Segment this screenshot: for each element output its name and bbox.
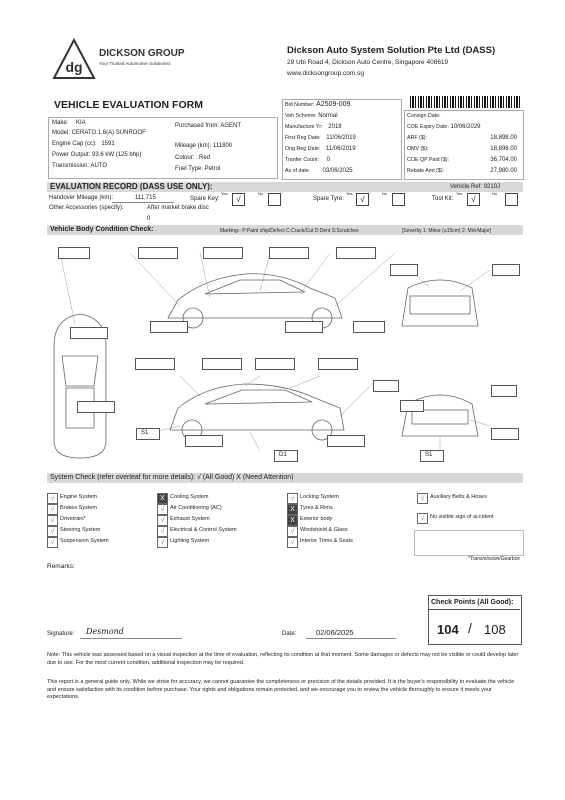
power-row: Power Output: 93.6 kW (125 bhp) [52,152,142,158]
bid-row: Bid Number: A2509-009 [285,101,351,108]
system-check-checkbox[interactable]: √ [47,515,58,526]
coe-exp-row: COE Expiry Date: 10/06/2029 [407,124,481,130]
system-check-label: Lighting System [170,538,210,544]
system-check-checkbox[interactable]: √ [157,504,168,515]
svg-text:dg: dg [65,59,83,75]
system-check-label: Suspension System [60,538,109,544]
system-check-label: Cooling System [170,494,209,500]
checkpoints-label: Check Points (All Good): [431,599,514,606]
system-check-checkbox[interactable]: √ [417,493,428,504]
system-check-label: Auxiliary Belts & Hoses [430,494,487,500]
mark-box[interactable] [373,380,399,392]
date-value: 02/06/2025 [316,628,354,637]
mark-box[interactable] [150,321,188,333]
system-check-checkbox[interactable]: √ [417,513,428,524]
barcode [410,96,520,108]
handover-label: Handover Mileage (km): [49,195,114,201]
vehicle-ref: Vehicle Ref: 9210J [450,184,501,190]
checkpoints-total: 108 [484,622,506,637]
spare-key-no-checkbox[interactable] [268,193,281,206]
system-check-checkbox[interactable]: X [157,493,168,504]
body-check-marking: Marking:- P:Paint chip/Defect C:Crack/Cut D:Dent S:Scratches [220,228,359,234]
body-check-title: Vehicle Body Condition Check: [50,226,154,233]
orig-reg-row: Orig Reg Date: 11/06/2019 [285,146,356,152]
spare-tyre-yes-checkbox[interactable]: √ [356,193,369,206]
system-check-label: Air Conditioning (AC) [170,505,222,511]
company-website: www.dicksongroup.com.sg [287,70,364,77]
system-check-checkbox[interactable]: X [287,515,298,526]
other-acc-label: Other Accessories (specify): [49,205,124,211]
body-check-severity: [Severity 1: Minor (≤15cm) 2: Mid-Major] [402,228,492,234]
mark-box[interactable] [336,247,376,259]
mark-box[interactable] [203,247,243,259]
coe-qp-row: COE QP Paid ($): 36,704.00 [407,157,517,163]
disclaimer-text: This report is a general guide only. While we strive for accuracy, we cannot guarantee the completeness or precision of the details provided. It is the buyer's responsibility to evaluate the vehicle and ensure satisfaction with its condition before purchase. Your rights and obligations remain protected, and we encourage you to review the vehicle thoroughly to ensure it meets your expectations. [47,679,515,700]
tool-kit-yes-checkbox[interactable]: √ [467,193,480,206]
system-check-checkbox[interactable]: √ [157,537,168,548]
veh-scheme-row: Veh Scheme: Normal [285,113,338,119]
remarks-label: Remarks: [47,563,75,570]
mark-box[interactable] [269,247,309,259]
tool-kit-no-checkbox[interactable] [505,193,518,206]
fuel-row: Fuel Type: Petrol [175,166,221,172]
system-check-checkbox[interactable]: √ [47,493,58,504]
system-check-checkbox[interactable]: √ [157,526,168,537]
first-reg-row: First Reg Date: 11/06/2019 [285,135,356,141]
system-check-checkbox[interactable]: √ [287,537,298,548]
transfer-row: Tranfer Count: 0 [285,157,330,163]
colour-row: Colour: Red [175,155,211,161]
mark-box[interactable] [77,401,115,413]
system-check-label: Interior Trims & Seats [300,538,353,544]
spare-tyre-label: Spare Tyre: [313,196,344,202]
spare-tyre-no-label: No [382,191,388,196]
accident-notes-box[interactable] [414,530,524,556]
logo-name: DICKSON GROUP [99,48,185,59]
spare-key-no-label: No [258,191,264,196]
other-acc-value: After market brake disc [147,205,209,211]
system-check-title: System Check (refer overleaf for more details): √ (All Good) X (Need Attention) [50,474,294,481]
form-title: VEHICLE EVALUATION FORM [54,99,203,111]
system-check-label: Exterior body [300,516,333,522]
mark-box[interactable] [318,358,358,370]
mileage-row: Mileage (km): 111800 [175,143,233,149]
mark-box[interactable] [285,321,323,333]
omv-row: OMV ($): 18,898.00 [407,146,517,152]
system-check-label: Brakes System [60,505,97,511]
tool-kit-yes-label: Yes [456,191,463,196]
mark-box[interactable] [135,358,175,370]
car-diagrams [30,236,530,461]
note-text: Note: This vehicle was assessed based on a visual inspection at the time of evaluation, reflecting its condition at that moment. Some damages or defects may not be visible or could develop later due to use. For the most current condition, additional inspection may be required. [47,652,519,666]
make-row: Make: KIA [52,120,86,126]
company-address: 29 Ubi Road 4, Dickson Auto Centre, Singapore 408619 [287,59,449,66]
system-check-label: Exhaust System [170,516,210,522]
eval-record-title: EVALUATION RECORD (DASS USE ONLY): [50,182,213,191]
rebate-row: Rebate Amt ($): 27,980.00 [407,168,517,174]
system-check-checkbox[interactable]: √ [287,526,298,537]
mark-box[interactable] [255,358,295,370]
mark-box[interactable] [138,247,178,259]
consign-row: Consign Date: [407,113,441,119]
system-check-label: Engine System [60,494,97,500]
system-check-label: No visible sign of accident [430,514,494,520]
mark-box[interactable] [491,428,519,440]
spare-key-yes-label: Yes [221,191,228,196]
transmission-row: Transmission: AUTO [52,163,108,169]
tool-kit-label: Tool Kit: [432,196,454,202]
mark-box[interactable] [353,321,385,333]
spare-key-yes-checkbox[interactable]: √ [232,193,245,206]
company-logo [52,38,96,82]
arf-row: ARF ($): 18,898.00 [407,135,517,141]
spare-tyre-yes-label: Yes [346,191,353,196]
system-check-checkbox[interactable]: √ [287,493,298,504]
system-check-checkbox[interactable]: X [287,504,298,515]
model-row: Model: CERATO 1.6(A) SUNROOF [52,130,146,136]
system-check-label: Steering System [60,527,101,533]
manu-yr-row: Manufacture Yr: 2018 [285,124,342,130]
mark-box[interactable] [491,385,517,397]
system-check-checkbox[interactable]: √ [47,526,58,537]
system-check-checkbox[interactable]: √ [157,515,168,526]
system-check-checkbox[interactable]: √ [47,537,58,548]
mark-box-filled[interactable]: D1 [274,450,298,462]
purchased-row: Purchased from: AGENT [175,123,242,129]
as-of-row: As of date 03/06/2025 [285,168,353,174]
spare-tyre-no-checkbox[interactable] [392,193,405,206]
mark-box[interactable] [70,327,108,339]
other-acc-count: 0 [147,216,151,222]
checkpoints-slash: / [468,620,472,636]
company-name: Dickson Auto System Solution Pte Ltd (DASS) [287,45,496,56]
system-check-checkbox[interactable]: √ [47,504,58,515]
system-check-label: Tyres & Rims [300,505,333,511]
system-check-label: Windshield & Glass [300,527,348,533]
system-check-label: Drivetrain* [60,516,86,522]
mark-box[interactable] [327,435,365,447]
mark-box[interactable] [202,358,242,370]
handover-value: 111,715 [135,195,156,201]
system-check-footnote: *Transmission/Gearbox [468,556,520,562]
system-check-label: Locking System [300,494,339,500]
mark-box-filled[interactable]: S1 [136,428,160,440]
mark-box[interactable] [185,435,223,447]
date-label: Date: [282,631,297,637]
mark-box[interactable] [400,400,424,412]
spare-key-label: Spare Key: [190,196,220,202]
checkpoints-good: 104 [437,622,459,637]
vehicle-info [48,117,278,179]
logo-tagline: Your Trusted Automotive Solutionist [99,61,170,66]
signature-label: Signature: [47,631,75,637]
mark-box-filled[interactable]: S1 [420,450,444,462]
remarks-area[interactable] [48,572,398,622]
mark-box[interactable] [58,247,90,259]
system-check-label: Electrical & Control System [170,527,237,533]
signature-value: Desmond [86,627,124,636]
mark-box[interactable] [492,264,520,276]
tool-kit-no-label: No [492,191,498,196]
engine-row: Engine Cap (cc): 1591 [52,141,115,147]
mark-box[interactable] [390,264,418,276]
